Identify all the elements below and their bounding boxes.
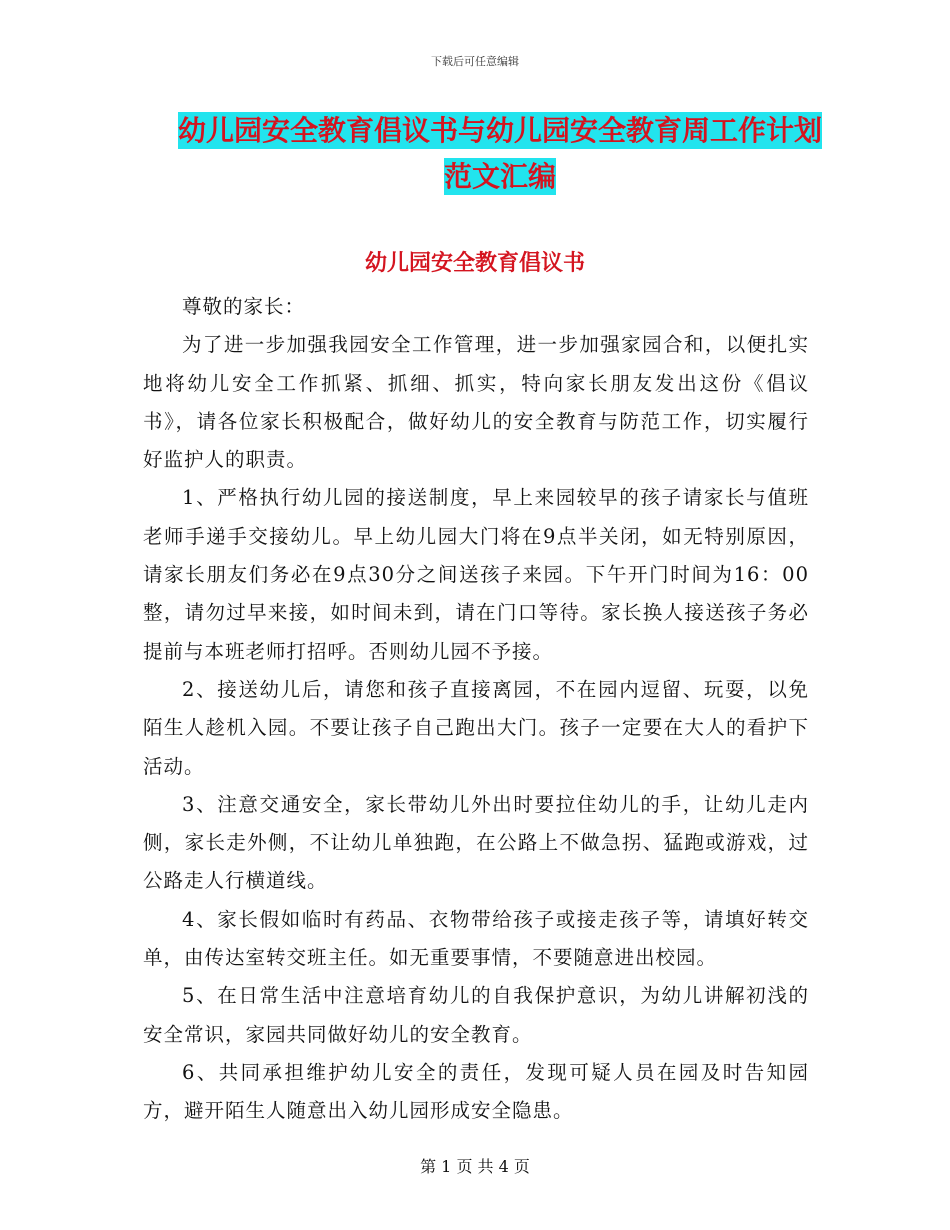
document-title <box>140 108 860 200</box>
document-title-line-2: 范文汇编 <box>443 160 556 193</box>
salutation: 尊敬的家长： <box>182 295 306 318</box>
item-2-paragraph: 2、接送幼儿后，请您和孩子直接离园，不在园内逗留、玩耍，以免陌生人趁机入园。不要让孩子自己跑出大门。孩子一定要在大人的看护下活动。 <box>143 677 809 778</box>
item-4-paragraph: 4、家长假如临时有药品、衣物带给孩子或接走孩子等，请填好转交单，由传达室转交班主任。如无重要事情，不要随意进出校园。 <box>143 907 809 970</box>
document-body <box>143 288 809 1131</box>
header-note: 下载后可任意编辑 <box>431 55 519 68</box>
document-title-line-1: 幼儿园安全教育倡议书与幼儿园安全教育周工作计划 <box>177 114 822 147</box>
item-3-paragraph: 3、注意交通安全，家长带幼儿外出时要拉住幼儿的手，让幼儿走内侧，家长走外侧，不让幼儿单独跑，在公路上不做急拐、猛跑或游戏，过公路走人行横道线。 <box>143 792 809 893</box>
item-1-paragraph: 1、严格执行幼儿园的接送制度，早上来园较早的孩子请家长与值班老师手递手交接幼儿。早上幼儿园大门将在9点半关闭，如无特别原因，请家长朋友们务必在9点30分之间送孩子来园。下午开门时间为16：00整，请勿过早来接，如时间未到，请在门口等待。家长换人接送孩子务必提前与本班老师打招呼。否则幼儿园不予接。 <box>143 486 809 663</box>
item-5-paragraph: 5、在日常生活中注意培育幼儿的自我保护意识，为幼儿讲解初浅的安全常识，家园共同做好幼儿的安全教育。 <box>143 984 809 1046</box>
intro-paragraph: 为了进一步加强我园安全工作管理，进一步加强家园合和，以便扎实地将幼儿安全工作抓紧、抓细、抓实，特向家长朋友发出这份《倡议书》，请各位家长积极配合，做好幼儿的安全教育与防范工作，切实履行好监护人的职责。 <box>143 333 809 472</box>
section-title: 幼儿园安全教育倡议书 <box>364 251 585 276</box>
page-number-footer: 第 1 页 共 4 页 <box>420 1157 530 1176</box>
item-6-paragraph: 6、共同承担维护幼儿安全的责任，发现可疑人员在园及时告知园方，避开陌生人随意出入幼儿园形成安全隐患。 <box>143 1060 809 1123</box>
